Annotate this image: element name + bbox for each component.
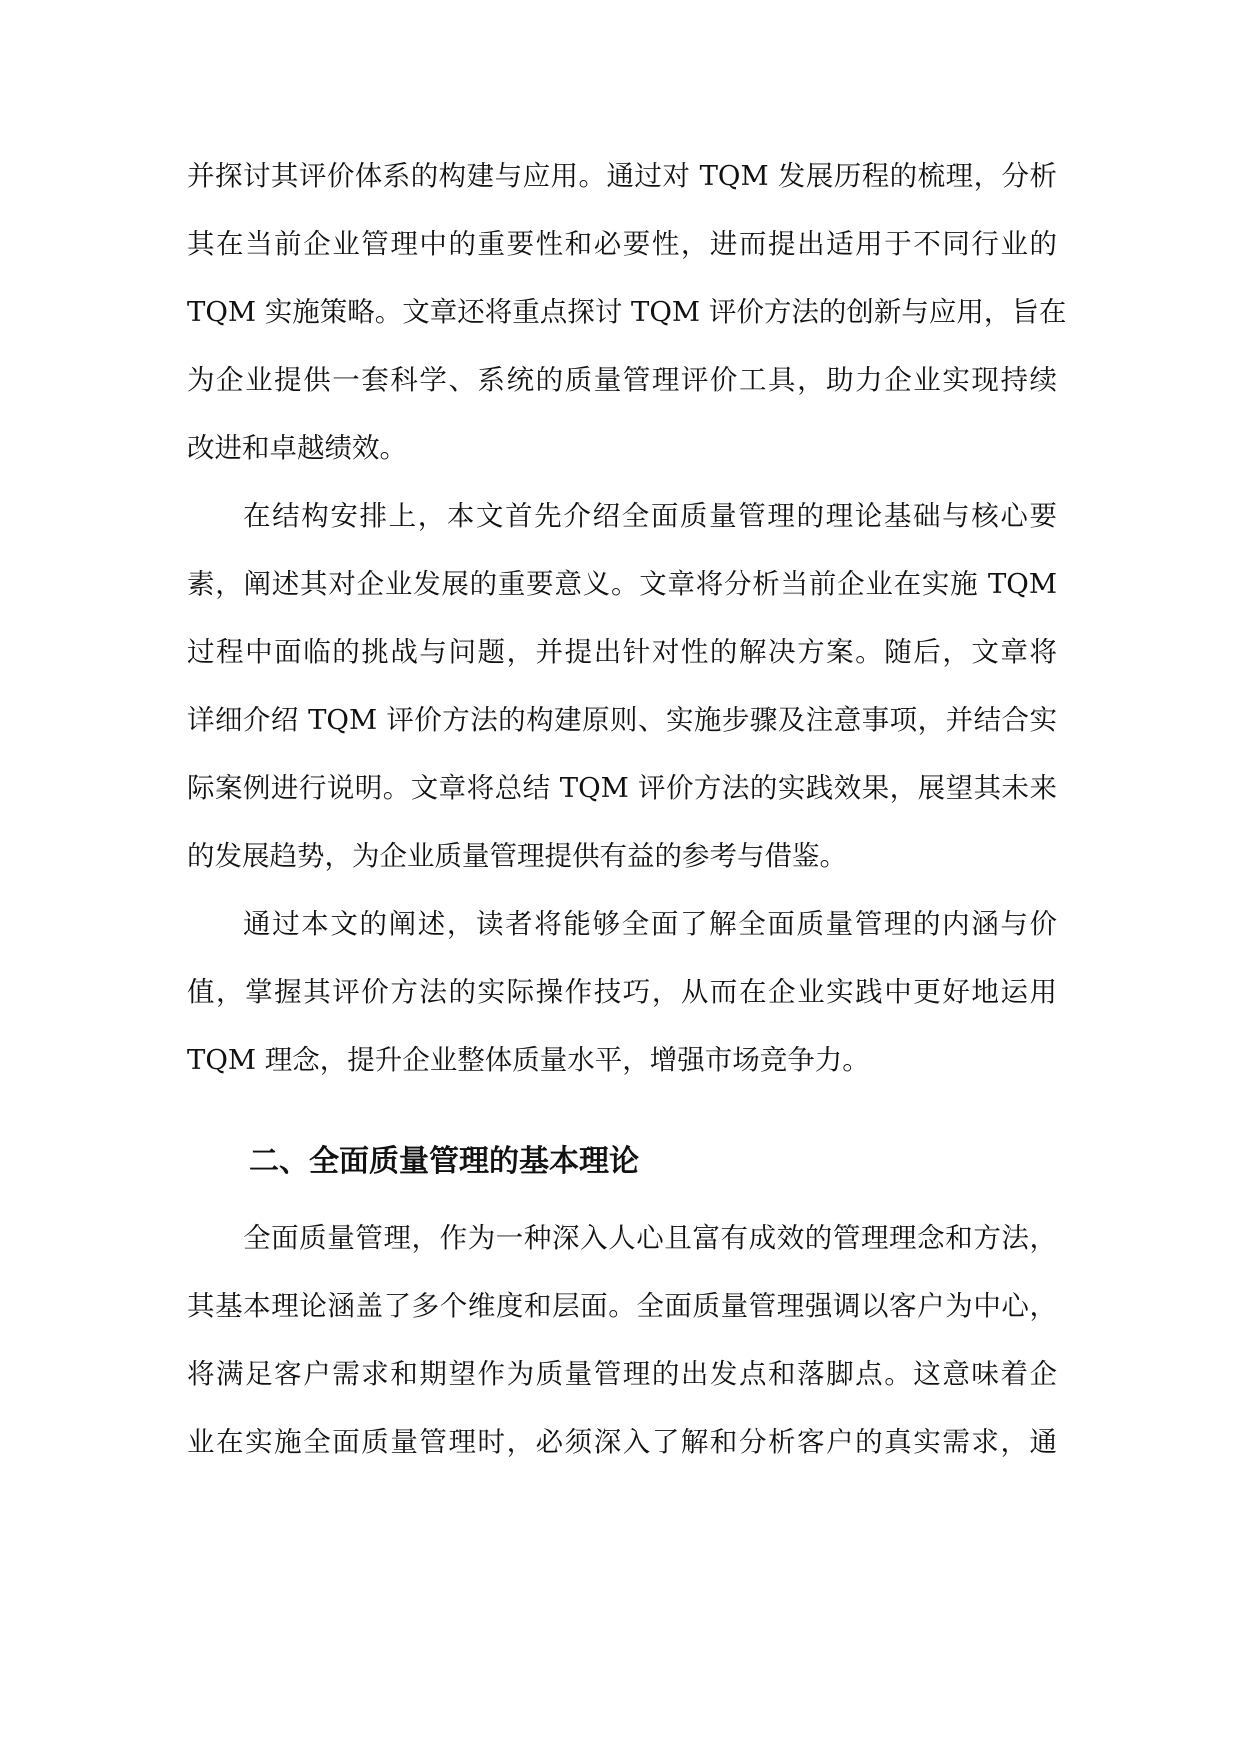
section-heading: 二、全面质量管理的基本理论 <box>249 1144 639 1179</box>
text-line: 为企业提供一套科学、系统的质量管理评价工具，助力企业实现持续 <box>187 364 1057 396</box>
paragraph-intro-continuation <box>187 142 1067 482</box>
text-line: 详细介绍 TQM 评价方法的构建原则、实施步骤及注意事项，并结合实 <box>187 704 1057 736</box>
paragraph-conclusion <box>187 890 1057 1094</box>
text-line: 通过本文的阐述，读者将能够全面了解全面质量管理的内涵与价 <box>243 908 1057 940</box>
text-line: 际案例进行说明。文章将总结 TQM 评价方法的实践效果，展望其未来 <box>187 772 1057 804</box>
paragraph-structure <box>187 482 1057 890</box>
text-line: TQM 实施策略。文章还将重点探讨 TQM 评价方法的创新与应用，旨在 <box>187 296 1067 328</box>
text-line: 将满足客户需求和期望作为质量管理的出发点和落脚点。这意味着企 <box>187 1358 1057 1390</box>
section-spacer <box>187 1094 1057 1128</box>
document-body <box>187 142 1067 1476</box>
text-line: 素，阐述其对企业发展的重要意义。文章将分析当前企业在实施 TQM <box>187 568 1057 600</box>
text-line: 值，掌握其评价方法的实际操作技巧，从而在企业实践中更好地运用 <box>187 976 1057 1008</box>
text-line: 过程中面临的挑战与问题，并提出针对性的解决方案。随后，文章将 <box>187 636 1057 668</box>
text-line: 并探讨其评价体系的构建与应用。通过对 TQM 发展历程的梳理，分析 <box>187 160 1057 192</box>
text-line: 改进和卓越绩效。 <box>187 432 407 464</box>
text-line: 在结构安排上，本文首先介绍全面质量管理的理论基础与核心要 <box>243 500 1057 532</box>
text-line: TQM 理念，提升企业整体质量水平，增强市场竞争力。 <box>187 1044 870 1076</box>
text-line: 全面质量管理，作为一种深入人心且富有成效的管理理念和方法， <box>243 1222 1057 1254</box>
text-line: 其在当前企业管理中的重要性和必要性，进而提出适用于不同行业的 <box>187 228 1057 260</box>
text-line: 业在实施全面质量管理时，必须深入了解和分析客户的真实需求，通 <box>187 1426 1057 1458</box>
text-line: 其基本理论涵盖了多个维度和层面。全面质量管理强调以客户为中心， <box>187 1290 1057 1322</box>
paragraph-section-basic-theory <box>187 1204 1057 1476</box>
text-line: 的发展趋势，为企业质量管理提供有益的参考与借鉴。 <box>187 840 847 872</box>
